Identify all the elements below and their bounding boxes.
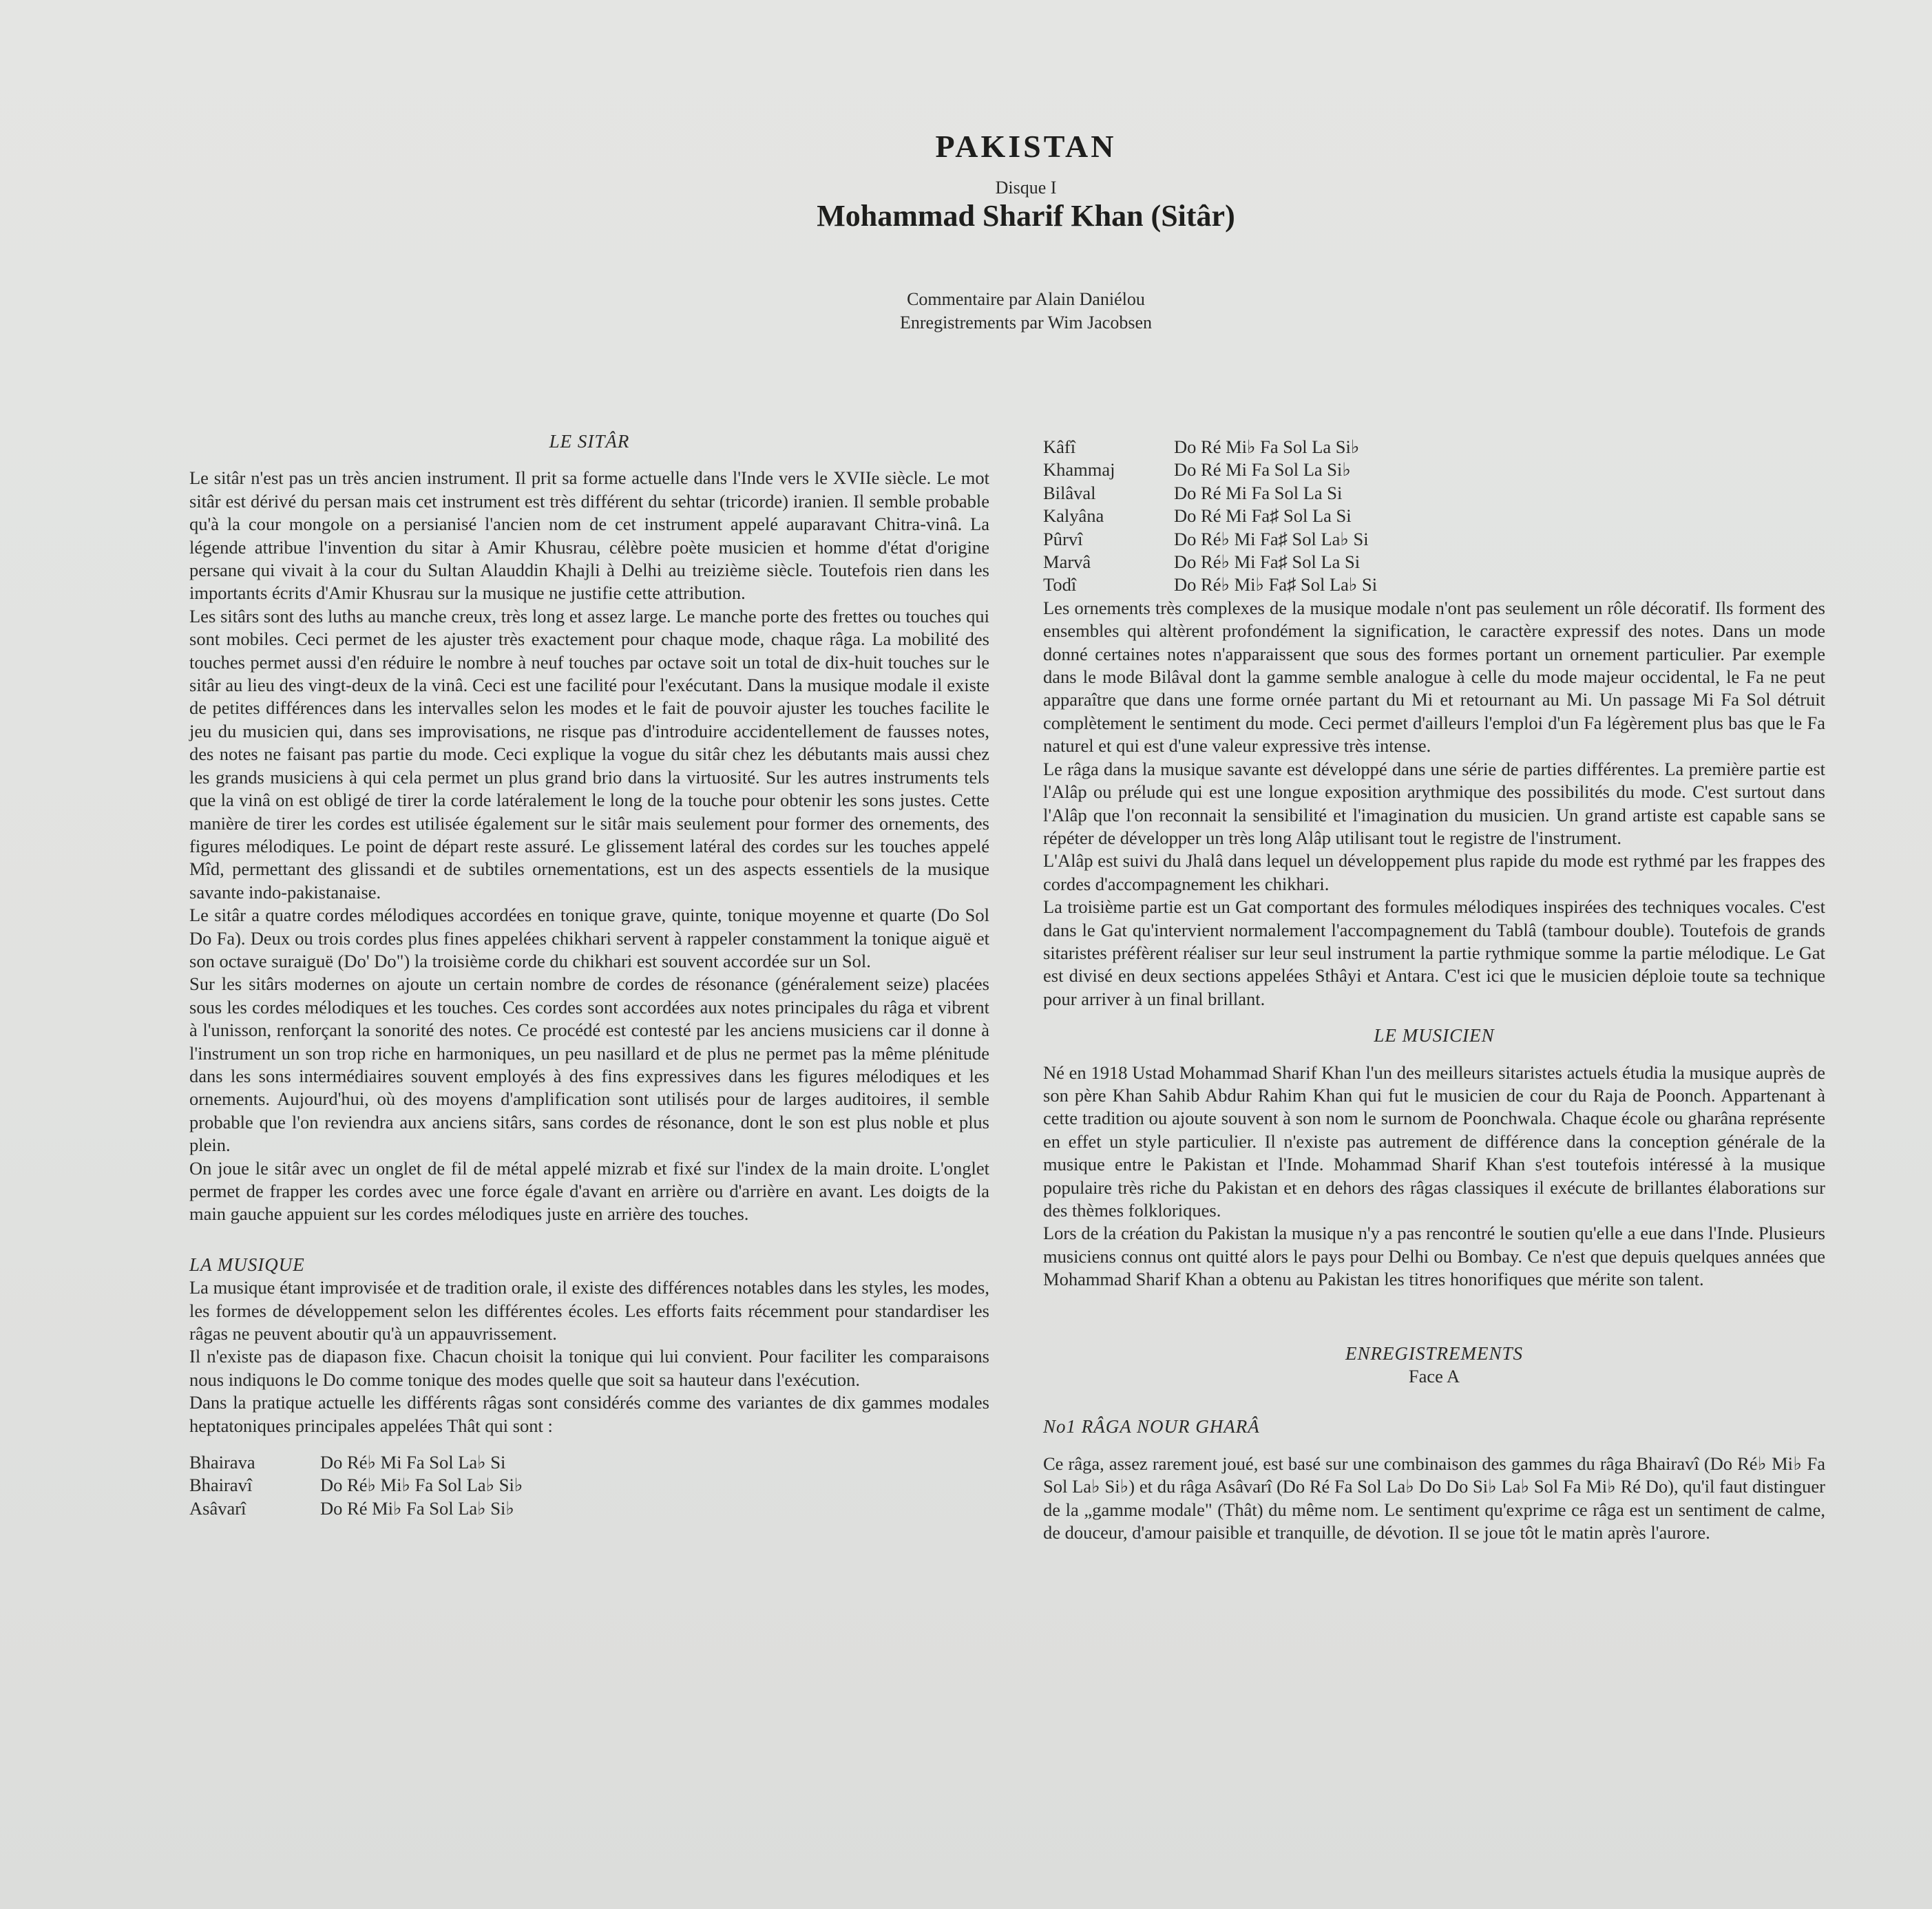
paragraph: Il n'existe pas de diapason fixe. Chacun choisit la tonique qui lui convient. Pour faciliter les comparaisons nous indiquons le Do comme tonique des modes quelle que soit sa hauteur dans l'exécution. [189, 1346, 989, 1390]
scale-name: Bilâval [1043, 482, 1096, 503]
scale-table-left [189, 1451, 523, 1520]
paragraph: Ce râga, assez rarement joué, est basé sur une combinaison des gammes du râga Bhairavî (Do Ré♭ Mi♭ Fa Sol La♭ Si♭) et du râga Asâvarî (Do Ré Fa Sol La♭ Do Do Si♭ La♭ Sol Fa Mi♭ Ré Do), qu'il faut distinguer de la „gamme modale" (Thât) du même nom. Le sentiment qu'exprime ce râga est un sentiment de calme, de douceur, d'amour paisible et tranquille, de dévotion. Il se joue tôt le matin après l'aurore. [1043, 1453, 1825, 1543]
face-label: Face A [1408, 1366, 1460, 1387]
credit-recordings: Enregistrements par Wim Jacobsen [900, 313, 1152, 333]
scale-name: Pûrvî [1043, 528, 1083, 549]
scale-name: Kâfî [1043, 436, 1076, 457]
scale-row [1043, 528, 1377, 551]
scale-notes: Do Ré Mi Fa Sol La Si [1174, 482, 1343, 503]
paragraph: L'Alâp est suivi du Jhalâ dans lequel un développement plus rapide du mode est rythmé par les frappes des cordes d'accompagnement les chikhari. [1043, 850, 1825, 894]
scale-name: Kalyâna [1043, 505, 1104, 527]
scale-table-right [1043, 436, 1377, 597]
scale-name: Khammaj [1043, 459, 1115, 481]
scale-row [1043, 573, 1377, 596]
paragraph: Le râga dans la musique savante est développé dans une série de parties différentes. La première partie est l'Alâp ou prélude qui est une longue exposition arythmique des possibilités du mode. C'est surtout dans l'Alâp que l'on reconnait la sensibilité et l'imagination du musicien. Un grand artiste est capable sans se répéter de développer un très long Alâp utilisant tout le registre de l'instrument. [1043, 758, 1825, 848]
paragraph: Le sitâr n'est pas un très ancien instrument. Il prit sa forme actuelle dans l'Inde vers le XVIIe siècle. Le mot sitâr est dérivé du persan mais cet instrument est très différent du sehtar (tricorde) iranien. Il semble probable qu'à la cour mongole on a persianisé l'ancien nom de cet instrument appelé auparavant Chitra-vinâ. La légende attribue l'invention du sitar à Amir Khusrau, célèbre poète musicien et homme d'état d'origine persane qui vivait à la cour du Sultan Alauddin Khajli à Delhi au treizième siècle. Toutefois rien dans les importants écrits d'Amir Khusrau sur la musique ne justifie cette attribution. [189, 467, 989, 604]
scale-row [1043, 458, 1377, 481]
paragraph: La troisième partie est un Gat comportant des formules mélodiques inspirées des techniques vocales. C'est dans le Gat qu'intervient normalement l'accompagnement du Tablâ (tambour double). Toutefois de grands sitaristes préfèrent réaliser sur leur seul instrument la partie rythmique somme la partie mélodique. Le Gat est divisé en deux sections appelées Sthâyi et Antara. C'est ici que le musicien déploie toute sa technique pour arriver à un final brillant. [1043, 896, 1825, 1009]
section-title-sitar: LE SITÂR [549, 431, 630, 452]
scale-row [189, 1474, 523, 1497]
paragraph: La musique étant improvisée et de tradition orale, il existe des différences notables dans les styles, les modes, les formes de développement selon les différentes écoles. Les efforts faits récemment pour standardiser les râgas ne peuvent aboutir qu'à un appauvrissement. [189, 1277, 989, 1344]
scale-row [1043, 505, 1377, 527]
scale-row [1043, 551, 1377, 573]
scale-notes: Do Ré♭ Mi Fa♯ Sol La Si [1174, 551, 1361, 573]
scale-name: Bhairava [189, 1452, 255, 1473]
paragraph: Sur les sitârs modernes on ajoute un certain nombre de cordes de résonance (généralement seize) placées sous les cordes mélodiques et les touches. Ces cordes sont accordées aux notes principales du râga et vibrent à l'unisson, renforçant la sonorité des notes. Ce procédé est contesté par les anciens musiciens car il donne à l'instrument un son trop riche en harmoniques, un peu nasillard et de plus ne permet pas la même plénitude dans les sons intermédiaires souvent employés à des fins expressives dans les figures mélodiques et les ornements. Aujourd'hui, où des moyens d'amplification sont utilisés pour de larges auditoires, il semble probable que l'on reviendra aux anciens sitârs, sans cordes de résonance, dont le son est plus noble et plus plein. [189, 973, 989, 1156]
paragraph: Né en 1918 Ustad Mohammad Sharif Khan l'un des meilleurs sitaristes actuels étudia la musique auprès de son père Khan Sahib Abdur Rahim Khan qui fut le musicien de cour du Raja de Poonch. Appartenant à cette tradition ou ajoute souvent à son nom le surnom de Poonchwala. Chaque école ou gharâna représente en effet un style particulier. Il n'existe pas autrement de différence dans la conception générale de la musique entre le Pakistan et l'Inde. Mohammad Sharif Khan s'est toutefois intéressé à la musique populaire très riche du Pakistan et en dehors des râgas classiques il exécute de brillantes élaborations sur des thèmes folkloriques. [1043, 1062, 1825, 1221]
scale-notes: Do Ré♭ Mi Fa♯ Sol La♭ Si [1174, 528, 1369, 549]
track-title: No1 RÂGA NOUR GHARÂ [1043, 1416, 1260, 1437]
scale-row [189, 1497, 523, 1520]
section-title-musicien: LE MUSICIEN [1374, 1025, 1495, 1046]
right-column [1043, 436, 1825, 1544]
paragraph: Les ornements très complexes de la musique modale n'ont pas seulement un rôle décoratif. Ils forment des ensembles qui altèrent profondément la signification, le caractère expressif des notes. Dans un mode donné certaines notes n'apparaissent que sous des formes portant un ornement particulier. Par exemple dans le mode Bilâval dont la gamme semble analogue à celle du mode majeur occidental, le Fa ne peut apparaître que dans une forme ornée partant du Mi et retournant au Mi. Un passage Mi Fa Sol détruit complètement le sentiment du mode. Ceci permet d'ailleurs l'emploi d'un Fa légèrement plus bas que le Fa naturel et qui est d'une valeur expressive très intense. [1043, 597, 1825, 757]
paragraph: On joue le sitâr avec un onglet de fil de métal appelé mizrab et fixé sur l'index de la main droite. L'onglet permet de frapper les cordes avec une force égale d'avant en arrière ou d'arrière en avant. Les doigts de la main gauche appuient sur les cordes mélodiques juste en arrière des touches. [189, 1157, 989, 1225]
scale-notes: Do Ré Mi Fa Sol La Si♭ [1174, 459, 1351, 481]
scale-row [1043, 482, 1377, 505]
paragraph: Lors de la création du Pakistan la musique n'y a pas rencontré le soutien qu'elle a eue dans l'Inde. Plusieurs musiciens connus ont quitté alors le pays pour Delhi ou Bombay. Ce n'est que depuis quelques années que Mohammad Sharif Khan a obtenu au Pakistan les titres honorifiques que mérite son talent. [1043, 1223, 1825, 1290]
credits [0, 288, 1932, 335]
scale-notes: Do Ré Mi♭ Fa Sol La♭ Si♭ [320, 1497, 514, 1519]
scale-notes: Do Ré Mi♭ Fa Sol La Si♭ [1174, 436, 1360, 457]
scale-notes: Do Ré♭ Mi Fa Sol La♭ Si [320, 1452, 506, 1473]
scale-name: Asâvarî [189, 1497, 246, 1519]
page-title: PAKISTAN [935, 129, 1117, 164]
credit-commentary: Commentaire par Alain Daniélou [907, 289, 1145, 309]
paragraph: Le sitâr a quatre cordes mélodiques accordées en tonique grave, quinte, tonique moyenne et quarte (Do Sol Do Fa). Deux ou trois cordes plus fines appelées chikhari servent à rappeler constamment la tonique aiguë et son octave suraiguë (Do' Do") la troisième corde du chikhari est souvent accordée sur un Sol. [189, 905, 989, 971]
scale-name: Bhairavî [189, 1475, 253, 1496]
scale-name: Todî [1043, 574, 1077, 595]
paragraph: Les sitârs sont des luths au manche creux, très long et assez large. Le manche porte des frettes ou touches qui sont mobiles. Ceci permet de les ajuster très exactement pour chaque mode, chaque râga. La mobilité des touches permet aussi d'en réduire le nombre à neuf touches par octave soit un total de dix-huit touches sur le sitâr au lieu des vingt-deux de la vinâ. Ceci est une facilité pour l'exécutant. Dans la musique modale il existe de petites différences dans les intervalles selon les modes et le fait de pouvoir ajuster les touches facilite le jeu du musicien qui, dans ses improvisations, ne risque pas d'introduire accidentellement de fausses notes, des notes ne faisant pas partie du mode. Ceci explique la vogue du sitâr chez les débutants mais aussi chez les grands musiciens à qui cela permet un plus grand brio dans la virtuosité. Sur les autres instruments tels que la vinâ on est obligé de tirer la corde latéralement le long de la touche pour obtenir les sons justes. Cette manière de tirer les cordes est utilisée également sur le sitâr mais seulement pour former des ornements, des figures mélodiques. Le point de départ reste assuré. Le glissement latéral des cordes sur les touches appelé Mîd, permettant des glissandi et de subtiles ornementations, est un des aspects essentiels de la musique savante indo-pakistanaise. [189, 605, 989, 903]
paragraph: Dans la pratique actuelle les différents râgas sont considérés comme des variantes de dix gammes modales heptatoniques principales appelées Thât qui sont : [189, 1392, 989, 1436]
section-title-enregistrements: ENREGISTREMENTS [1345, 1342, 1523, 1364]
disc-label: Disque I [995, 178, 1057, 198]
artist-title: Mohammad Sharif Khan (Sitâr) [817, 199, 1235, 233]
scale-notes: Do Ré Mi Fa♯ Sol La Si [1174, 505, 1352, 527]
scale-row [189, 1451, 523, 1474]
left-column [189, 430, 989, 1520]
section-title-musique: LA MUSIQUE [189, 1254, 305, 1275]
scale-name: Marvâ [1043, 551, 1091, 573]
scale-notes: Do Ré♭ Mi♭ Fa♯ Sol La♭ Si [1174, 574, 1378, 595]
scale-row [1043, 436, 1377, 458]
scale-notes: Do Ré♭ Mi♭ Fa Sol La♭ Si♭ [320, 1475, 523, 1496]
